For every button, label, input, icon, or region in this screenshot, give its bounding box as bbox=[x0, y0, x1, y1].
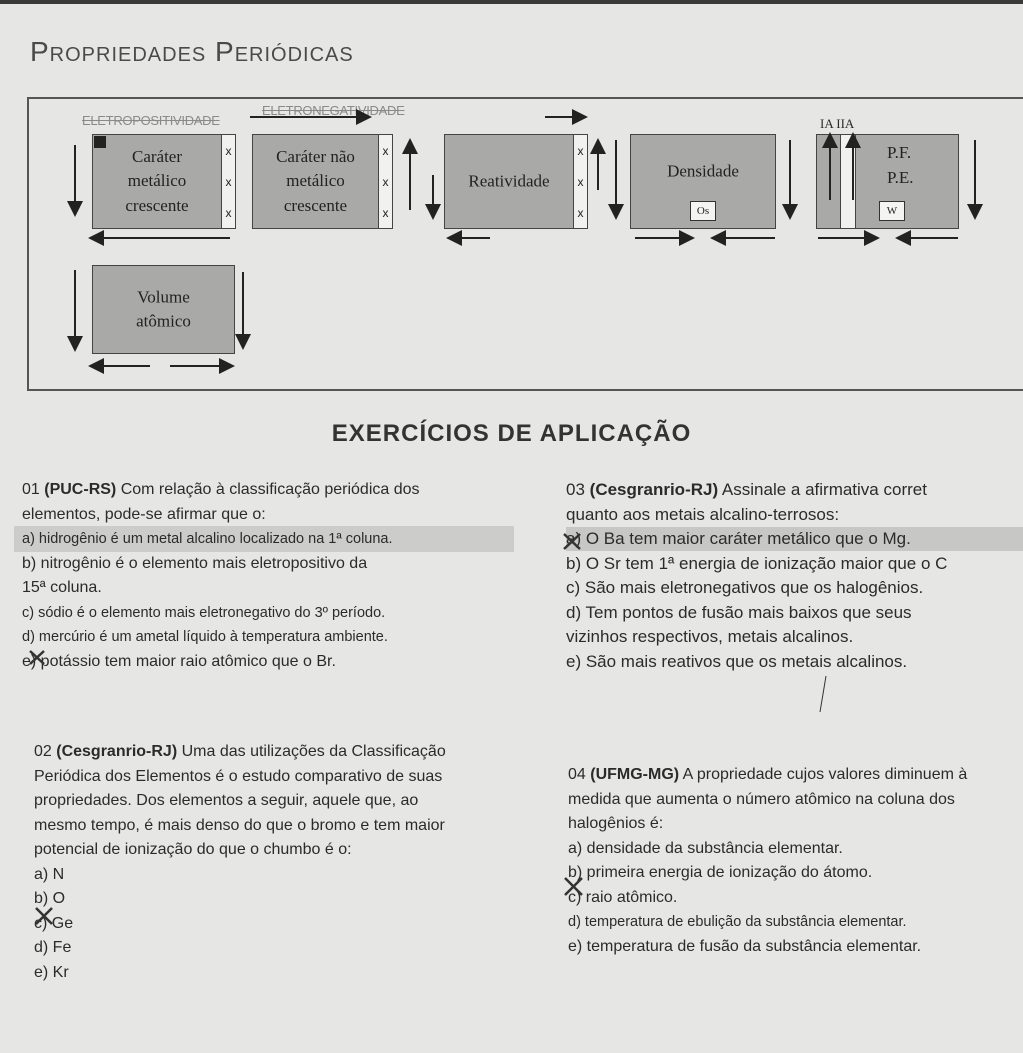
x-mark: x bbox=[577, 143, 584, 158]
option-a: a) densidade da substância elementar. bbox=[568, 839, 843, 857]
stem-line: A propriedade cujos valores diminuem à bbox=[682, 766, 968, 783]
stem-line: elementos, pode-se afirmar que o: bbox=[22, 505, 266, 523]
cross-mark bbox=[564, 534, 580, 549]
x-mark: x bbox=[382, 174, 389, 189]
question-source: (PUC-RS) bbox=[44, 481, 117, 498]
x-mark: x bbox=[225, 205, 232, 220]
option-d-cont: vizinhos respectivos, metais alcalinos. bbox=[566, 627, 854, 646]
box-line: crescente bbox=[125, 195, 189, 215]
box-line: metálico bbox=[286, 171, 345, 191]
element-os: Os bbox=[690, 201, 716, 221]
option-b: b) O bbox=[34, 890, 66, 907]
question-source: (UFMG-MG) bbox=[590, 766, 680, 783]
option-a: a) N bbox=[34, 865, 65, 883]
option-a: a) O Ba tem maior caráter metálico que o Mg. bbox=[566, 529, 911, 548]
stem-line: Uma das utilizações da Classificação bbox=[181, 743, 446, 760]
element-w: W bbox=[879, 201, 905, 221]
box-line: P.F. bbox=[887, 143, 912, 162]
option-d: d) temperatura de ebulição da substância elementar. bbox=[568, 914, 907, 930]
box-line: Volume bbox=[137, 286, 190, 306]
cross-mark bbox=[30, 651, 44, 664]
question-number: 03 bbox=[566, 480, 585, 499]
option-c: c) Ge bbox=[34, 914, 74, 932]
option-d: d) Fe bbox=[34, 939, 72, 956]
option-c: c) raio atômico. bbox=[568, 888, 678, 906]
question-source: (Cesgranrio-RJ) bbox=[589, 480, 719, 499]
stem-line: quanto aos metais alcalino-terrosos: bbox=[566, 504, 840, 524]
stem-line: Periódica dos Elementos é o estudo comparativo de suas bbox=[34, 767, 443, 785]
x-mark: x bbox=[382, 205, 389, 220]
option-b-cont: 15ª coluna. bbox=[22, 579, 102, 596]
question-number: 02 bbox=[34, 743, 52, 760]
x-mark: x bbox=[577, 205, 584, 220]
question-number: 04 bbox=[568, 766, 586, 783]
box-line: P.E. bbox=[887, 167, 914, 187]
cross-mark bbox=[565, 878, 582, 895]
stem-line: medida que aumenta o número atômico na coluna dos bbox=[568, 790, 955, 808]
option-d: d) Tem pontos de fusão mais baixos que seus bbox=[566, 602, 912, 622]
group-labels: IA IIA bbox=[820, 116, 855, 131]
question-source: (Cesgranrio-RJ) bbox=[56, 743, 178, 760]
question-number: 01 bbox=[22, 481, 40, 498]
x-mark: x bbox=[225, 174, 232, 189]
option-b: b) O Sr tem 1ª energia de ionização maior que o C bbox=[566, 553, 948, 573]
box-line: Caráter bbox=[131, 146, 183, 166]
x-mark: x bbox=[577, 174, 584, 189]
pen-stroke bbox=[820, 676, 826, 712]
option-c: c) sódio é o elemento mais eletronegativo do 3º período. bbox=[22, 604, 386, 621]
option-d: d) mercúrio é um ametal líquido à temperatura ambiente. bbox=[22, 629, 388, 645]
x-mark: x bbox=[225, 143, 232, 158]
stem-line: Com relação à classificação periódica dos bbox=[120, 481, 420, 498]
box-line: crescente bbox=[283, 195, 348, 215]
stem-line: halogênios é: bbox=[568, 815, 664, 832]
option-a: a) hidrogênio é um metal alcalino localizado na 1ª coluna. bbox=[22, 531, 393, 547]
option-e: e) São mais reativos que os metais alcalinos. bbox=[566, 651, 908, 671]
section-title: EXERCÍCIOS DE APLICAÇÃO bbox=[331, 420, 692, 447]
box-line: atômico bbox=[136, 311, 191, 331]
scribble-eletropositividade: ELETROPOSITIVIDADE bbox=[82, 113, 220, 128]
cross-mark bbox=[36, 908, 52, 924]
scribble-eletronegatividade: ELETRONEGATIVIDADE bbox=[262, 103, 405, 118]
page-heading: Propriedades Periódicas bbox=[30, 36, 354, 67]
box-line: Reatividade bbox=[468, 171, 550, 191]
box-line: Caráter não bbox=[276, 146, 355, 166]
option-e: e) temperatura de fusão da substância elementar. bbox=[568, 937, 922, 955]
box-line: Densidade bbox=[667, 161, 739, 181]
stem-line: mesmo tempo, é mais denso do que o bromo e tem maior bbox=[34, 816, 445, 834]
stem-line: potencial de ionização do que o chumbo é o: bbox=[34, 841, 352, 858]
stem-line: propriedades. Dos elementos a seguir, aquele que, ao bbox=[34, 792, 419, 809]
x-mark: x bbox=[382, 143, 389, 158]
option-b: b) primeira energia de ionização do átomo. bbox=[568, 864, 873, 881]
box-line: metálico bbox=[127, 171, 187, 191]
option-c: c) São mais eletronegativos que os halogênios. bbox=[566, 578, 924, 597]
option-e: e) Kr bbox=[34, 963, 69, 981]
option-b: b) nitrogênio é o elemento mais eletropositivo da bbox=[22, 554, 368, 572]
option-e: e) potássio tem maior raio atômico que o Br. bbox=[22, 652, 336, 670]
stem-line: Assinale a afirmativa corret bbox=[721, 480, 927, 499]
